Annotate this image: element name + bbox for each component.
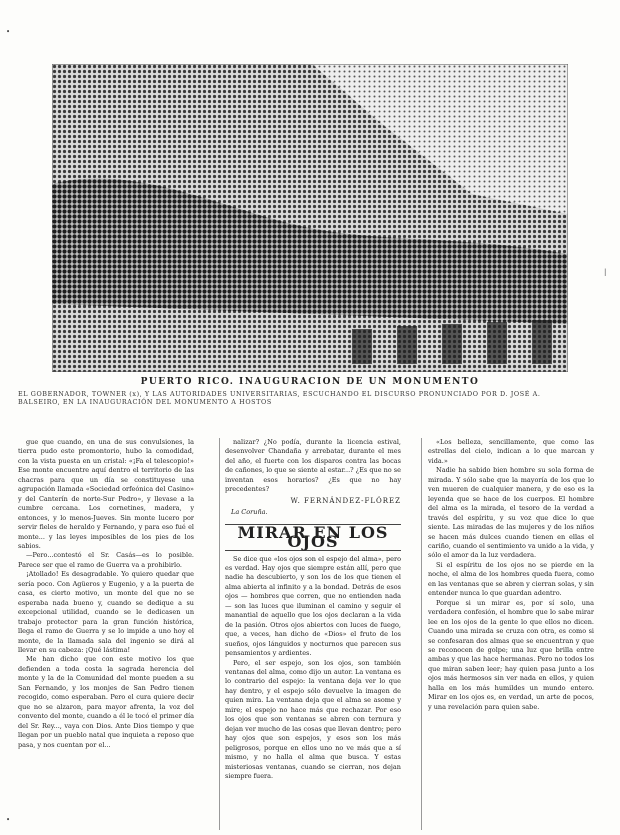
column-paragraph: —Pero...contestó el Sr. Casás—es lo posible. Parece ser que el ramo de Guerra va a prohibirlo. bbox=[18, 551, 194, 569]
column-paragraph: Si el espíritu de los ojos no se pierde en la noche, el alma de los hombres queda fuera, como en las ventanas que se abren y cierran solas, y sin entender nunca lo que guardan adentro. bbox=[428, 560, 594, 598]
column-paragraph: Pero, el ser espejo, son los ojos, son también ventanas del alma, como dijo un autor. La ventana es lo contrario del espejo: la ventana deja ver lo que hay dentro, y el espejo sólo devuelve la imagen de quien mira. La ventana deja que el alma se asome y mire; el espejo no hace más que rechazar. Por eso los ojos que son ventanas se abren con ternura y dejan ver mucho de las cosas que llevan dentro; pero hay ojos que son espejos, y esos son los más peligrosos, porque en ellos uno no ve más que a sí mismo, y no halla el alma que busca. Y estas misteriosas ventanas, cuando se cierran, nos dejan siempre fuera. bbox=[225, 658, 401, 780]
column-paragraph: «Los belleza, sencillamente, que como las estrellas del cielo, indican a lo que marcan y vida.» bbox=[428, 438, 594, 465]
photo-caption-title: PUERTO RICO. INAUGURACION DE UN MONUMENTO bbox=[140, 377, 480, 387]
column-right bbox=[428, 438, 594, 712]
scan-mark-right: | bbox=[604, 268, 607, 276]
column-divider bbox=[421, 438, 422, 830]
monument-photo bbox=[52, 64, 568, 372]
column-middle bbox=[225, 438, 401, 781]
column-paragraph: Me han dicho que con este motivo los que defienden a toda costa la sagrada herencia del monte y la de la Comunidad del monte pueden a su San Fernando, y los monjes de San Pedro tienen recogido, como esperaban. Pero el cura quiere decir que no se alzaron, para mayor afrenta, la voz del convento del monte, cuando a él le tocó el primer día del Sr. Rey..., vaya con Dios. Ante Dios tiempo y que llegan por un pueblo natal que inquieta a reposo que pasa, y nos cuentan por el... bbox=[18, 655, 194, 749]
dateline-location: La Coruña. bbox=[231, 508, 268, 517]
photo-caption-text: EL GOBERNADOR, TOWNER (x), Y LAS AUTORIDADES UNIVERSITARIAS, ESCUCHANDO EL DISCURSO PRONUNCIADO POR D. JOSÉ A. BALSEIRO, EN LA INAUGURACIÓN DEL MONUMENTO A HOSTOS bbox=[18, 390, 541, 407]
article-headline: MIRAR EN LOS OJOS bbox=[225, 524, 401, 551]
column-paragraph: ¡Atollado! Es desagradable. Yo quiero quedar que sería poco. Con Agüeros y Eugenio, y a la puerta de casa, es cierto motivo, un monte del que no se esperaba nada bueno y, cuando se dedique a su excepcional utilidad, cuando se le dedicasen un trabajo protector para la gran función histórica, llega el ramo de Guerra y se lo impide a uno hoy el monte, de la llamada sala del ingenio se dirá al llevar en su cabeza: ¡Qué lástima! bbox=[18, 570, 194, 654]
column-paragraph: Nadie ha sabido bien hombre su sola forma de mirada. Y sólo sabe que la mayoría de los que lo ven mueren de cualquier manera, y de eso es la leyenda que se hace de los cuerpos. El hombre del alma es la mirada, el tesoro de la verdad a través del espíritu, y su voz que dice lo que siente. Las miradas de las mujeres y de los niños se hacen más dulces cuando tienen en ellas el cariño, cuando el sentimiento va unido a la vida, y sólo el amor da la luz verdadera. bbox=[428, 466, 594, 560]
column-paragraph: Porque si un mirar es, por sí solo, una verdadera confesión, el hombre que lo sabe mirar lee en los ojos de la gente lo que ellos no dicen. Cuando una mirada se cruza con otra, es como si se confesaran dos almas que se encuentran y que se reconocen de golpe; una luz que brilla entre ambas y que las hace hermanas. Pero no todos los que miran saben leer; hay quien pasa junto a los ojos más hermosos sin ver nada en ellos, y quien halla en los más humildes un mundo entero. Mirar en los ojos es, en verdad, un arte de pocos, y una revelación para quien sabe. bbox=[428, 598, 594, 711]
scan-mark-top-left: • bbox=[6, 28, 11, 36]
column-paragraph: gue que cuando, en una de sus convulsiones, la tierra pudo este promontorio, hubo la comodidad, con la vista puesta en un cristal: «¡Fa el telescopio!» Ese monte encuentre aquí dentro el territorio de las chacras para que un día se constituyese una agrupación llamada «Sociedad orfeónica del Casino» y del Canterín de norte-Sur Pedro», y llevase a la cumbre cercana. Los cornetines, madera, y entonces, y lo menos-Jueves. Sin monte lucero por servir fieles de heraldo y Fernando, y para eso fué el monte... y las leyes imposibles de los pies de los sabios. bbox=[18, 438, 194, 550]
column-paragraph: nalizar? ¿No podía, durante la licencia estival, desenvolver Chandaña y arrebatar, durante el mes del año, el fuerte con los disparos contra las bocas de cañones, lo que se siente al estar...? ¿Es que no se inventan esos horarios? ¿Es que no hay precedentes? bbox=[225, 438, 401, 494]
column-left bbox=[18, 438, 194, 750]
column-paragraph: Se dice que «los ojos son el espejo del alma», pero es verdad. Hay ojos que siempre están allí, pero que nadie ha descubierto, y son los de los que tienen el alma abierta al infinito y a la bondad. Detrás de esos ojos — hombres que corren, que no entienden nada— son las luces que iluminan el camino y seguir el manantial de aquello que los ojos declaran a la vida de la pasión. Otros ojos abiertos con luces de fuego, que, a veces, han dicho de «Dios» el fruto de los sueños, ojos lánguidos y nocturnos que parecen sus pensamientos y ardientes. bbox=[225, 554, 401, 658]
column-divider bbox=[219, 438, 220, 830]
author-signature: W. FERNÁNDEZ-FLÓREZ bbox=[290, 496, 401, 505]
photo-crowd-monument-image bbox=[52, 64, 568, 372]
scan-mark-bottom-left: • bbox=[6, 816, 11, 824]
